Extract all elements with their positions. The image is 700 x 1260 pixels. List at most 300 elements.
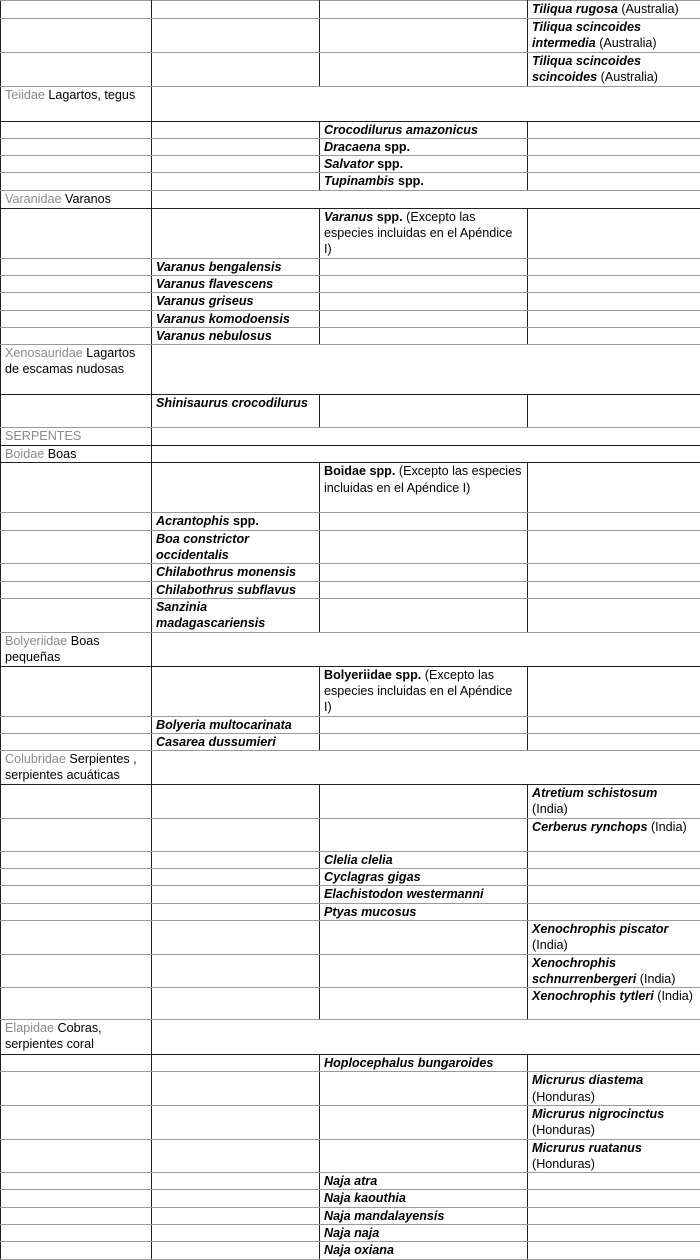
species-row bbox=[1, 1207, 700, 1224]
taxon-cell bbox=[1, 851, 152, 868]
appendix-i-cell bbox=[152, 530, 320, 564]
taxon-cell bbox=[1, 395, 152, 428]
appendix-iii-cell bbox=[528, 138, 700, 155]
species-name: Dracaena bbox=[324, 140, 381, 154]
appendix-iii-cell bbox=[528, 327, 700, 344]
taxon-cell bbox=[1, 53, 152, 87]
appendix-ii-cell bbox=[320, 733, 528, 750]
appendix-iii-cell bbox=[528, 293, 700, 310]
appendix-i-cell bbox=[152, 581, 320, 598]
appendix-ii-cell bbox=[320, 138, 528, 155]
appendix-iii-cell bbox=[528, 208, 700, 258]
family-row bbox=[1, 345, 700, 395]
taxon-cell bbox=[1, 121, 152, 138]
appendix-ii-cell bbox=[320, 121, 528, 138]
taxon-cell bbox=[1, 463, 152, 513]
taxon-cell bbox=[1, 1105, 152, 1139]
species-name: Varanus bbox=[324, 210, 373, 224]
appendix-i-cell bbox=[152, 1190, 320, 1207]
species-row bbox=[1, 716, 700, 733]
appendix-iii-cell bbox=[528, 1207, 700, 1224]
taxon-cell bbox=[1, 751, 152, 785]
appendix-i-cell bbox=[152, 121, 320, 138]
appendix-i-cell bbox=[152, 666, 320, 716]
species-name: Micrurus nigrocinctus bbox=[532, 1107, 664, 1121]
appendix-iii-cell bbox=[528, 1225, 700, 1242]
empty-span-cell bbox=[152, 428, 700, 446]
empty-span-cell bbox=[152, 190, 700, 208]
family-row bbox=[1, 632, 700, 666]
taxon-cell bbox=[1, 954, 152, 988]
species-row bbox=[1, 293, 700, 310]
appendix-i-cell bbox=[152, 310, 320, 327]
appendix-ii-cell bbox=[320, 954, 528, 988]
species-name: Salvator bbox=[324, 157, 374, 171]
taxon-cell bbox=[1, 428, 152, 446]
appendix-i-cell bbox=[152, 258, 320, 275]
appendix-iii-cell bbox=[528, 920, 700, 954]
taxon-qualifier: Bolyeriidae spp. bbox=[324, 668, 421, 682]
species-name: Naja kaouthia bbox=[324, 1191, 406, 1205]
appendix-i-cell bbox=[152, 564, 320, 581]
common-name: Lagartos, tegus bbox=[45, 88, 135, 102]
species-row bbox=[1, 327, 700, 344]
species-name: Micrurus diastema bbox=[532, 1073, 643, 1087]
species-row bbox=[1, 1139, 700, 1173]
species-name: Naja oxiana bbox=[324, 1243, 394, 1257]
taxon-cell bbox=[1, 1072, 152, 1106]
species-name: Sanzinia madagascariensis bbox=[156, 600, 265, 630]
annotation: (Excepto las especies incluidas en el Apéndice I) bbox=[324, 668, 512, 715]
appendix-iii-cell bbox=[528, 1055, 700, 1072]
species-name: Varanus komodoensis bbox=[156, 312, 290, 326]
family-row bbox=[1, 86, 700, 121]
appendix-ii-cell bbox=[320, 598, 528, 632]
appendix-ii-cell bbox=[320, 173, 528, 190]
appendix-ii-cell bbox=[320, 988, 528, 1020]
annotation: (Australia) bbox=[596, 36, 657, 50]
appendix-iii-cell bbox=[528, 530, 700, 564]
appendix-iii-cell bbox=[528, 395, 700, 428]
taxon-cell bbox=[1, 988, 152, 1020]
species-row bbox=[1, 785, 700, 819]
species-row bbox=[1, 121, 700, 138]
taxon-cell bbox=[1, 293, 152, 310]
appendix-ii-cell bbox=[320, 1190, 528, 1207]
taxon-cell bbox=[1, 513, 152, 530]
appendix-i-cell bbox=[152, 1105, 320, 1139]
appendix-i-cell bbox=[152, 1242, 320, 1259]
species-name: Xenochrophis schnurrenbergeri bbox=[532, 956, 636, 986]
species-row bbox=[1, 581, 700, 598]
species-name: Tiliqua scincoides scincoides bbox=[532, 54, 641, 84]
annotation: (India) bbox=[532, 938, 568, 952]
appendix-ii-cell bbox=[320, 395, 528, 428]
appendix-ii-cell bbox=[320, 156, 528, 173]
appendix-i-cell bbox=[152, 920, 320, 954]
appendix-iii-cell bbox=[528, 258, 700, 275]
taxon-cell bbox=[1, 1190, 152, 1207]
appendix-ii-cell bbox=[320, 851, 528, 868]
common-name: Cobras, serpientes coral bbox=[5, 1021, 102, 1051]
appendix-iii-cell bbox=[528, 903, 700, 920]
taxon-qualifier: Boidae spp. bbox=[324, 464, 395, 478]
appendix-ii-cell bbox=[320, 19, 528, 53]
appendix-i-cell bbox=[152, 208, 320, 258]
species-row bbox=[1, 733, 700, 750]
taxon-cell bbox=[1, 598, 152, 632]
appendix-i-cell bbox=[152, 156, 320, 173]
species-row bbox=[1, 1055, 700, 1072]
appendix-ii-cell bbox=[320, 1225, 528, 1242]
appendix-iii-cell bbox=[528, 1173, 700, 1190]
taxon-cell bbox=[1, 19, 152, 53]
appendix-ii-cell bbox=[320, 1072, 528, 1106]
order-name: SERPENTES bbox=[5, 429, 81, 443]
appendix-i-cell bbox=[152, 733, 320, 750]
species-name: Clelia clelia bbox=[324, 853, 393, 867]
appendix-iii-cell bbox=[528, 886, 700, 903]
family-name: Boidae bbox=[5, 447, 44, 461]
appendix-i-cell bbox=[152, 1055, 320, 1072]
appendix-i-cell bbox=[152, 1139, 320, 1173]
common-name: Boas bbox=[44, 447, 76, 461]
taxon-qualifier: spp. bbox=[373, 210, 402, 224]
taxon-cell bbox=[1, 327, 152, 344]
empty-span-cell bbox=[152, 751, 700, 785]
appendix-iii-cell bbox=[528, 121, 700, 138]
appendix-i-cell bbox=[152, 53, 320, 87]
appendix-i-cell bbox=[152, 903, 320, 920]
species-row bbox=[1, 564, 700, 581]
appendix-iii-cell bbox=[528, 53, 700, 87]
taxon-cell bbox=[1, 86, 152, 121]
appendix-iii-cell bbox=[528, 954, 700, 988]
appendix-ii-cell bbox=[320, 53, 528, 87]
taxon-cell bbox=[1, 1242, 152, 1259]
species-row bbox=[1, 1173, 700, 1190]
species-row bbox=[1, 1, 700, 19]
species-name: Naja naja bbox=[324, 1226, 379, 1240]
family-name: Varanidae bbox=[5, 192, 61, 206]
species-row bbox=[1, 138, 700, 155]
annotation: (Australia) bbox=[618, 2, 679, 16]
appendix-i-cell bbox=[152, 275, 320, 292]
species-name: Ptyas mucosus bbox=[324, 905, 416, 919]
species-name: Naja atra bbox=[324, 1174, 377, 1188]
taxon-cell bbox=[1, 1225, 152, 1242]
appendix-i-cell bbox=[152, 1072, 320, 1106]
appendix-ii-cell bbox=[320, 258, 528, 275]
common-name: Boas pequeñas bbox=[5, 634, 100, 664]
appendix-iii-cell bbox=[528, 513, 700, 530]
taxon-cell bbox=[1, 869, 152, 886]
appendix-i-cell bbox=[152, 173, 320, 190]
common-name: Lagartos de escamas nudosas bbox=[5, 346, 135, 376]
species-name: Cyclagras gigas bbox=[324, 870, 421, 884]
appendix-iii-cell bbox=[528, 1, 700, 19]
order-row bbox=[1, 428, 700, 446]
taxon-qualifier: spp. bbox=[374, 157, 403, 171]
appendix-ii-cell bbox=[320, 275, 528, 292]
taxon-cell bbox=[1, 666, 152, 716]
appendix-iii-cell bbox=[528, 733, 700, 750]
appendix-iii-cell bbox=[528, 463, 700, 513]
taxon-cell bbox=[1, 275, 152, 292]
appendix-i-cell bbox=[152, 293, 320, 310]
taxon-cell bbox=[1, 310, 152, 327]
appendix-i-cell bbox=[152, 954, 320, 988]
appendix-ii-cell bbox=[320, 1055, 528, 1072]
family-name: Xenosauridae bbox=[5, 346, 83, 360]
taxon-cell bbox=[1, 138, 152, 155]
species-row bbox=[1, 53, 700, 87]
appendix-iii-cell bbox=[528, 1105, 700, 1139]
species-name: Bolyeria multocarinata bbox=[156, 718, 292, 732]
appendix-iii-cell bbox=[528, 1072, 700, 1106]
appendix-ii-cell bbox=[320, 1139, 528, 1173]
taxon-qualifier: spp. bbox=[381, 140, 410, 154]
family-name: Bolyeriidae bbox=[5, 634, 67, 648]
appendix-ii-cell bbox=[320, 208, 528, 258]
appendix-ii-cell bbox=[320, 1105, 528, 1139]
empty-span-cell bbox=[152, 345, 700, 395]
appendix-i-cell bbox=[152, 1173, 320, 1190]
appendix-ii-cell bbox=[320, 581, 528, 598]
appendix-i-cell bbox=[152, 513, 320, 530]
appendix-i-cell bbox=[152, 598, 320, 632]
taxon-cell bbox=[1, 886, 152, 903]
taxon-cell bbox=[1, 156, 152, 173]
species-row bbox=[1, 1105, 700, 1139]
species-row bbox=[1, 310, 700, 327]
annotation: (India) bbox=[654, 989, 693, 1003]
common-name: Varanos bbox=[61, 192, 110, 206]
species-name: Elachistodon westermanni bbox=[324, 887, 484, 901]
species-row bbox=[1, 598, 700, 632]
empty-span-cell bbox=[152, 1020, 700, 1055]
family-name: Colubridae bbox=[5, 752, 66, 766]
taxon-cell bbox=[1, 1173, 152, 1190]
appendix-i-cell bbox=[152, 19, 320, 53]
appendix-ii-cell bbox=[320, 716, 528, 733]
appendix-i-cell bbox=[152, 327, 320, 344]
taxon-cell bbox=[1, 1207, 152, 1224]
taxon-cell bbox=[1, 446, 152, 463]
taxon-cell bbox=[1, 258, 152, 275]
species-name: Hoplocephalus bungaroides bbox=[324, 1056, 493, 1070]
species-row bbox=[1, 1190, 700, 1207]
appendix-ii-cell bbox=[320, 1173, 528, 1190]
taxon-cell bbox=[1, 564, 152, 581]
appendix-iii-cell bbox=[528, 598, 700, 632]
species-row bbox=[1, 666, 700, 716]
appendix-ii-cell bbox=[320, 666, 528, 716]
taxon-cell bbox=[1, 920, 152, 954]
family-name: Elapidae bbox=[5, 1021, 54, 1035]
species-name: Xenochrophis tytleri bbox=[532, 989, 654, 1003]
taxon-cell bbox=[1, 208, 152, 258]
species-name: Micrurus ruatanus bbox=[532, 1141, 642, 1155]
species-name: Crocodilurus amazonicus bbox=[324, 123, 478, 137]
species-name: Varanus bengalensis bbox=[156, 260, 282, 274]
taxon-cell bbox=[1, 1, 152, 19]
species-name: Boa constrictor occidentalis bbox=[156, 532, 249, 562]
family-name: Teiidae bbox=[5, 88, 45, 102]
common-name: Serpientes , serpientes acuáticas bbox=[5, 752, 137, 782]
species-row bbox=[1, 869, 700, 886]
annotation: (Honduras) bbox=[532, 1157, 595, 1171]
species-row bbox=[1, 1242, 700, 1259]
appendix-ii-cell bbox=[320, 785, 528, 819]
appendix-ii-cell bbox=[320, 886, 528, 903]
species-name: Varanus griseus bbox=[156, 294, 254, 308]
species-name: Chilabothrus monensis bbox=[156, 565, 296, 579]
appendix-iii-cell bbox=[528, 1190, 700, 1207]
species-name: Shinisaurus crocodilurus bbox=[156, 396, 308, 410]
species-row bbox=[1, 463, 700, 513]
appendix-ii-cell bbox=[320, 513, 528, 530]
empty-span-cell bbox=[152, 86, 700, 121]
appendix-i-cell bbox=[152, 138, 320, 155]
taxon-cell bbox=[1, 173, 152, 190]
annotation: (Excepto las especies incluidas en el Apéndice I) bbox=[324, 210, 512, 257]
appendix-ii-cell bbox=[320, 920, 528, 954]
appendix-iii-cell bbox=[528, 1139, 700, 1173]
species-row bbox=[1, 1072, 700, 1106]
appendix-iii-cell bbox=[528, 564, 700, 581]
species-row bbox=[1, 954, 700, 988]
annotation: (Honduras) bbox=[532, 1123, 595, 1137]
appendix-ii-cell bbox=[320, 310, 528, 327]
appendix-iii-cell bbox=[528, 666, 700, 716]
appendix-i-cell bbox=[152, 886, 320, 903]
appendix-ii-cell bbox=[320, 818, 528, 851]
species-name: Atretium schistosum bbox=[532, 786, 657, 800]
appendix-iii-cell bbox=[528, 851, 700, 868]
appendix-iii-cell bbox=[528, 275, 700, 292]
taxon-cell bbox=[1, 632, 152, 666]
species-row bbox=[1, 208, 700, 258]
species-row bbox=[1, 258, 700, 275]
taxon-qualifier: spp. bbox=[394, 174, 423, 188]
appendix-iii-cell bbox=[528, 19, 700, 53]
appendix-iii-cell bbox=[528, 581, 700, 598]
appendix-ii-cell bbox=[320, 903, 528, 920]
family-row bbox=[1, 190, 700, 208]
species-name: Varanus flavescens bbox=[156, 277, 273, 291]
appendix-i-cell bbox=[152, 851, 320, 868]
taxon-cell bbox=[1, 190, 152, 208]
appendix-ii-cell bbox=[320, 1, 528, 19]
appendix-iii-cell bbox=[528, 156, 700, 173]
family-row bbox=[1, 751, 700, 785]
species-name: Tiliqua rugosa bbox=[532, 2, 618, 16]
appendix-i-cell bbox=[152, 395, 320, 428]
annotation: (India) bbox=[532, 802, 568, 816]
appendix-ii-cell bbox=[320, 564, 528, 581]
appendix-ii-cell bbox=[320, 869, 528, 886]
appendix-iii-cell bbox=[528, 785, 700, 819]
appendix-iii-cell bbox=[528, 988, 700, 1020]
appendix-i-cell bbox=[152, 869, 320, 886]
species-row bbox=[1, 886, 700, 903]
species-row bbox=[1, 513, 700, 530]
species-row bbox=[1, 818, 700, 851]
appendix-i-cell bbox=[152, 716, 320, 733]
taxon-cell bbox=[1, 1139, 152, 1173]
taxon-cell bbox=[1, 818, 152, 851]
appendix-i-cell bbox=[152, 785, 320, 819]
family-row bbox=[1, 446, 700, 463]
species-name: Naja mandalayensis bbox=[324, 1209, 444, 1223]
species-name: Xenochrophis piscator bbox=[532, 922, 668, 936]
species-row bbox=[1, 275, 700, 292]
annotation: (India) bbox=[636, 972, 675, 986]
table-body bbox=[1, 1, 700, 1260]
appendix-i-cell bbox=[152, 988, 320, 1020]
family-row bbox=[1, 1020, 700, 1055]
species-row bbox=[1, 988, 700, 1020]
species-row bbox=[1, 530, 700, 564]
species-row bbox=[1, 173, 700, 190]
taxon-cell bbox=[1, 903, 152, 920]
appendix-iii-cell bbox=[528, 1242, 700, 1259]
appendix-i-cell bbox=[152, 1, 320, 19]
empty-span-cell bbox=[152, 446, 700, 463]
empty-span-cell bbox=[152, 632, 700, 666]
species-row bbox=[1, 156, 700, 173]
appendix-ii-cell bbox=[320, 463, 528, 513]
appendix-ii-cell bbox=[320, 293, 528, 310]
annotation: (Australia) bbox=[597, 70, 658, 84]
species-row bbox=[1, 19, 700, 53]
appendix-ii-cell bbox=[320, 1242, 528, 1259]
appendix-ii-cell bbox=[320, 530, 528, 564]
taxon-cell bbox=[1, 345, 152, 395]
annotation: (Excepto las especies incluidas en el Apéndice I) bbox=[324, 464, 521, 494]
taxon-cell bbox=[1, 716, 152, 733]
appendix-i-cell bbox=[152, 1207, 320, 1224]
species-row bbox=[1, 920, 700, 954]
species-row bbox=[1, 1225, 700, 1242]
annotation: (India) bbox=[647, 820, 686, 834]
species-name: Tiliqua scincoides intermedia bbox=[532, 20, 641, 50]
appendix-i-cell bbox=[152, 1225, 320, 1242]
taxon-cell bbox=[1, 785, 152, 819]
species-row bbox=[1, 903, 700, 920]
appendix-iii-cell bbox=[528, 818, 700, 851]
species-row bbox=[1, 395, 700, 428]
appendix-iii-cell bbox=[528, 716, 700, 733]
taxon-cell bbox=[1, 530, 152, 564]
taxon-cell bbox=[1, 581, 152, 598]
species-name: Chilabothrus subflavus bbox=[156, 583, 296, 597]
species-row bbox=[1, 851, 700, 868]
appendix-ii-cell bbox=[320, 327, 528, 344]
species-name: Varanus nebulosus bbox=[156, 329, 272, 343]
appendix-iii-cell bbox=[528, 173, 700, 190]
taxon-qualifier: spp. bbox=[229, 514, 258, 528]
taxon-cell bbox=[1, 1055, 152, 1072]
appendix-i-cell bbox=[152, 463, 320, 513]
appendix-ii-cell bbox=[320, 1207, 528, 1224]
appendix-i-cell bbox=[152, 818, 320, 851]
species-name: Acrantophis bbox=[156, 514, 229, 528]
appendix-iii-cell bbox=[528, 869, 700, 886]
species-name: Tupinambis bbox=[324, 174, 394, 188]
taxon-cell bbox=[1, 1020, 152, 1055]
